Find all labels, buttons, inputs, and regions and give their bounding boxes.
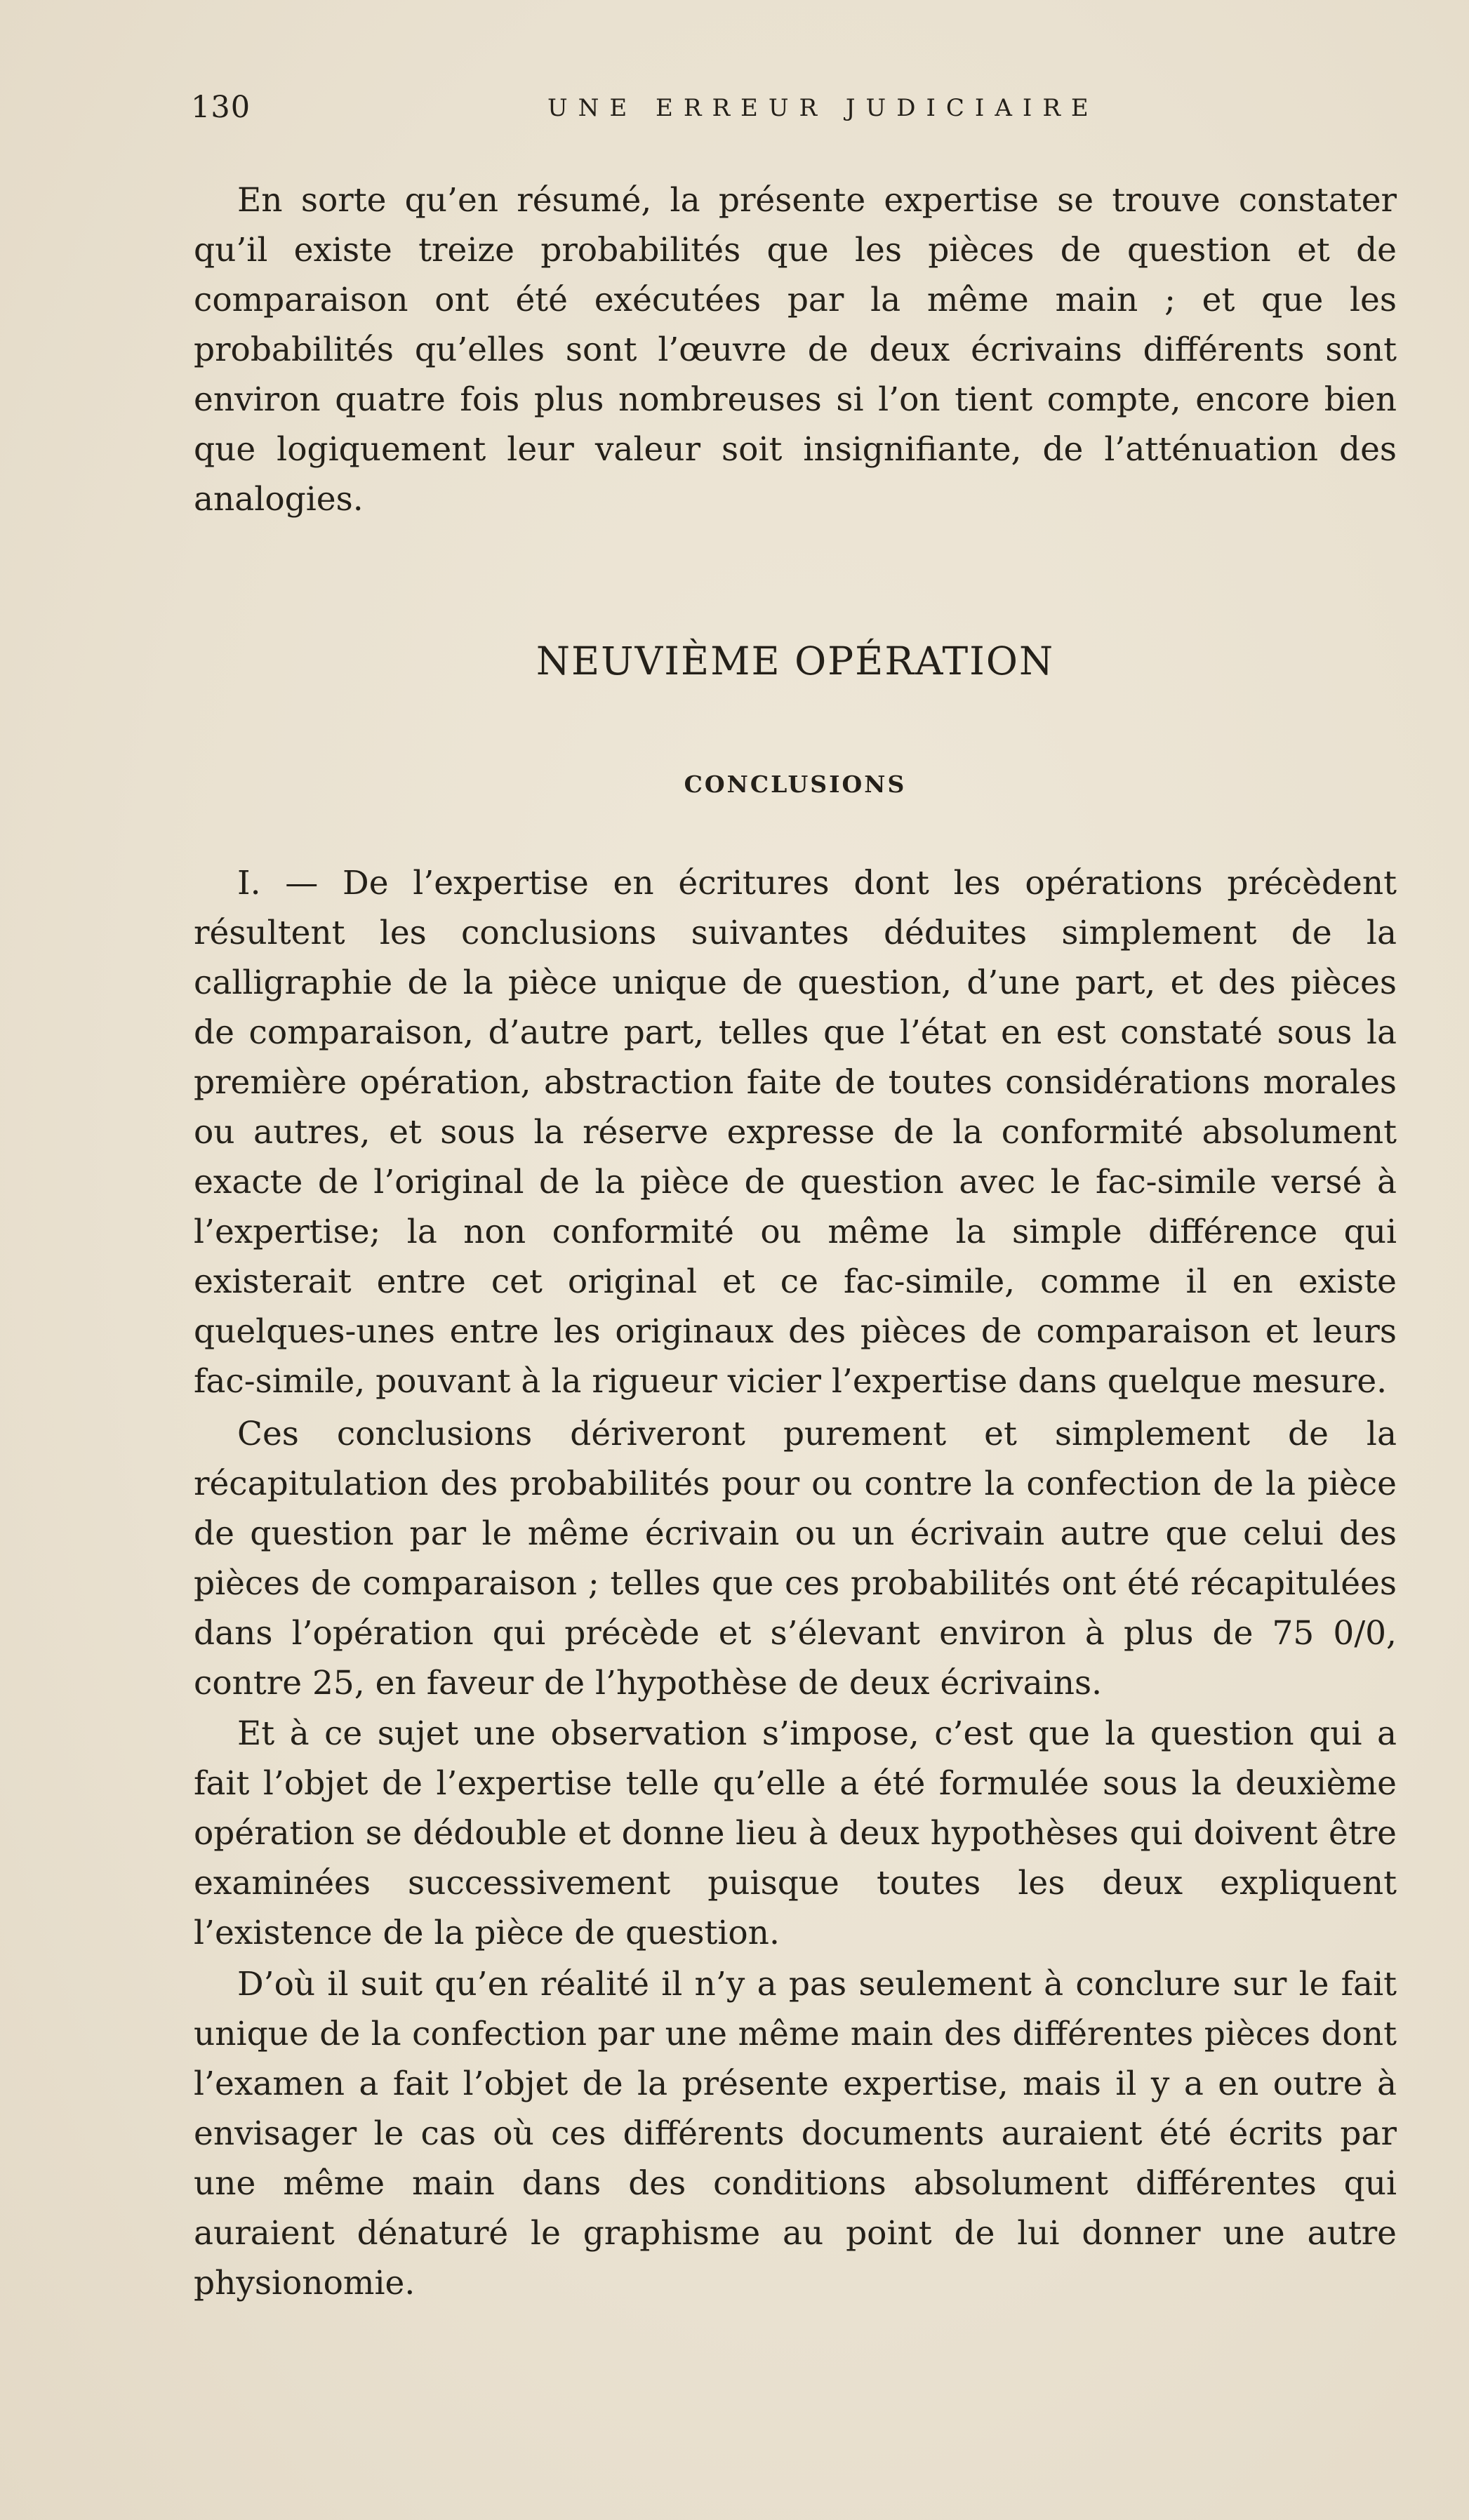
section-title: NEUVIÈME OPÉRATION	[536, 639, 1055, 684]
running-title: UNE ERREUR JUDICIAIRE	[547, 94, 1099, 122]
paragraph-conclusions-derivation: Ces conclusions dériveront purement et simplement de la récapitulation des probabilités pour ou contre la confection de la pièce de question par le même écrivain ou un écrivain autre que celui des pièces de comparaison ; telles que ces probabilités ont été récapitulées dans l’opération qui précède et s’élevant environ à plus de 75 0/0, contre 25, en faveur de l’hypothèse de deux écrivains.	[194, 1415, 1397, 1702]
section-subtitle: CONCLUSIONS	[684, 771, 907, 798]
paragraph-summary: En sorte qu’en résumé, la présente expertise se trouve constater qu’il existe treize probabilités que les pièces de question et de comparaison ont été exécutées par la même main ; et que les probabilités qu’elles sont l’œuvre de deux écrivains différents sont environ quatre fois plus nombreuses si l’on tient compte, encore bien que logiquement leur valeur soit insignifiante, de l’atténuation des analogies.	[194, 181, 1397, 519]
paragraph-final: D’où il suit qu’en réalité il n’y a pas seulement à conclure sur le fait unique de la confection par une même main des différentes pièces dont l’examen a fait l’objet de la présente expertise, mais il y a en outre à envisager le cas où ces différents documents auraient été écrits par une même main dans des conditions absolument différentes qui auraient dénaturé le graphisme au point de lui donner une autre physionomie.	[194, 1965, 1397, 2302]
page-header	[191, 90, 1390, 132]
page-number: 130	[191, 90, 251, 125]
paragraph-conclusion-one: I. — De l’expertise en écritures dont les opérations précèdent résultent les conclusions suivantes déduites simplement de la calligraphie de la pièce unique de question, d’une part, et des pièces de comparaison, d’autre part, telles que l’état en est constaté sous la première opération, abstraction faite de toutes considérations morales ou autres, et sous la réserve expresse de la conformité absolument exacte de l’original de la pièce de question avec le fac-simile versé à l’expertise; la non conformité ou même la simple différence qui existerait entre cet original et ce fac-simile, comme il en existe quelques-unes entre les originaux des pièces de comparaison et leurs fac-simile, pouvant à la rigueur vicier l’expertise dans quelque mesure.	[194, 864, 1397, 1401]
paragraph-observation: Et à ce sujet une observation s’impose, c’est que la question qui a fait l’objet de l’expertise telle qu’elle a été formulée sous la deuxième opération se dédouble et donne lieu à deux hypothèses qui doivent être examinées successivement puisque toutes les deux expliquent l’existence de la pièce de question.	[194, 1714, 1397, 1952]
